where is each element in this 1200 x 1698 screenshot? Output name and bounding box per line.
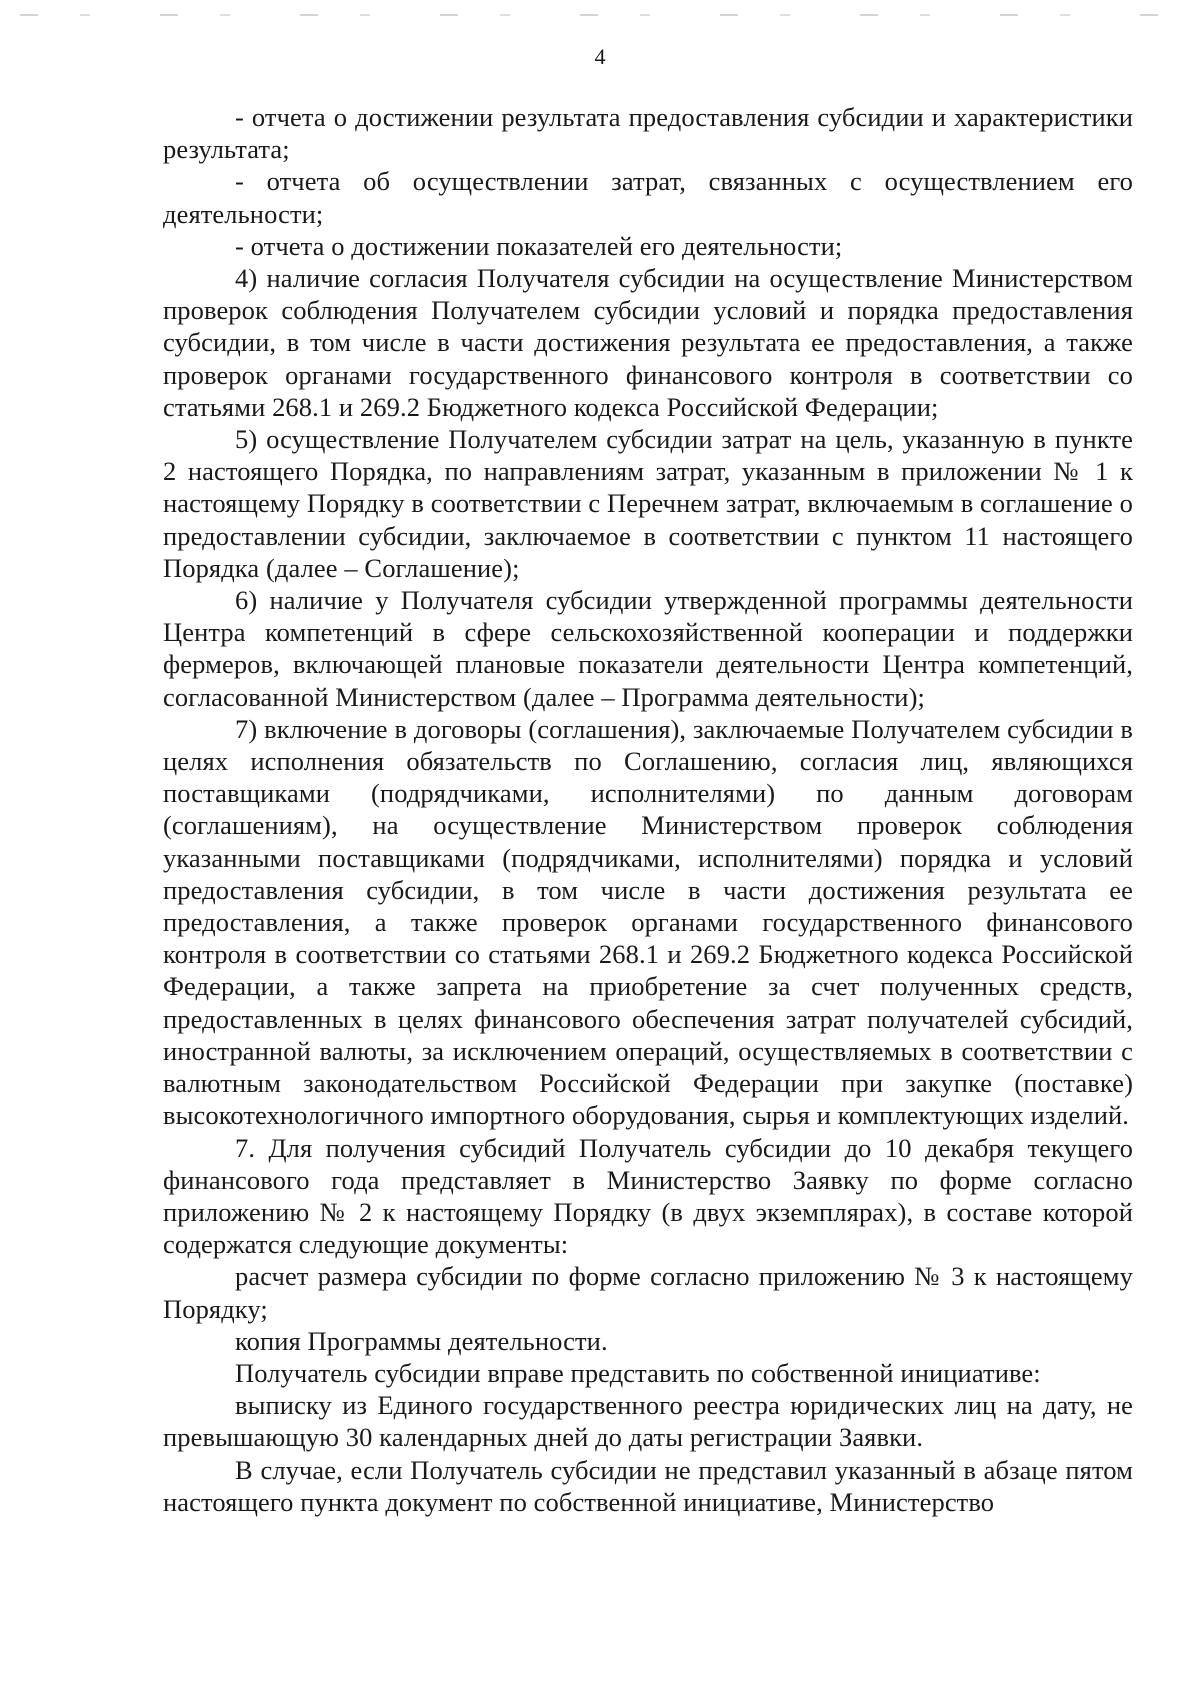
paragraph: копия Программы деятельности. [235, 1325, 608, 1356]
document-body [163, 101, 1133, 1518]
paragraph: 7) включение в договоры (соглашения), заключаемые Получателем субсидии в целях исполнения обязательств по Соглашению, согласия лиц, являющихся поставщиками (подрядчиками, исполнителями) по данным договорам (соглашениям), на осуществление Министерством проверок соблюдения указанными поставщиками (подрядчиками, исполнителями) порядка и условий предоставления субсидии, в том числе в части достижения результата ее предоставления, а также проверок органами государственного финансового контроля в соответствии со статьями 268.1 и 269.2 Бюджетного кодекса Российской Федерации, а также запрета на приобретение за счет полученных средств, предоставленных в целях финансового обеспечения затрат получателей субсидий, иностранной валюты, за исключением операций, осуществляемых в соответствии с валютным законодательством Российской Федерации при закупке (поставке) высокотехнологичного импортного оборудования, сырья и комплектующих изделий. [163, 713, 1133, 1131]
page-number: 4 [594, 44, 606, 69]
paragraph: - отчета о достижении показателей его деятельности; [235, 230, 843, 261]
paragraph: 7. Для получения субсидий Получатель субсидии до 10 декабря текущего финансового года представляет в Министерство Заявку по форме согласно приложению № 2 к настоящему Порядку (в двух экземплярах), в составе которой содержатся следующие документы: [163, 1132, 1133, 1260]
paragraph: 6) наличие у Получателя субсидии утвержденной программы деятельности Центра компетенций в сфере сельскохозяйственной кооперации и поддержки фермеров, включающей плановые показатели деятельности Центра компетенций, согласованной Министерством (далее – Программа деятельности); [163, 585, 1133, 712]
paragraph: расчет размера субсидии по форме согласно приложению № 3 к настоящему Порядку; [163, 1261, 1133, 1324]
paragraph: 5) осуществление Получателем субсидии затрат на цель, указанную в пункте 2 настоящего Порядка, по направлениям затрат, указанным в приложении № 1 к настоящему Порядку в соответствии с Перечнем затрат, включаемым в соглашение о предоставлении субсидии, заключаемое в соответствии с пунктом 11 настоящего Порядка (далее – Соглашение); [163, 424, 1133, 583]
paragraph: Получатель субсидии вправе представить по собственной инициативе: [235, 1357, 1041, 1388]
paragraph: В случае, если Получатель субсидии не представил указанный в абзаце пятом настоящего пункта документ по собственной инициативе, Министерство [163, 1454, 1133, 1517]
paragraph: 4) наличие согласия Получателя субсидии на осуществление Министерством проверок соблюдения Получателем субсидии условий и порядка предоставления субсидии, в том числе в части достижения результата ее предоставления, а также проверок органами государственного финансового контроля в соответствии со статьями 268.1 и 269.2 Бюджетного кодекса Российской Федерации; [163, 263, 1133, 422]
paragraph: - отчета об осуществлении затрат, связанных с осуществлением его деятельности; [163, 166, 1133, 229]
paragraph: выписку из Единого государственного реестра юридических лиц на дату, не превышающую 30 календарных дней до даты регистрации Заявки. [163, 1390, 1133, 1453]
scan-edge-artifact [20, 14, 1180, 16]
paragraph: - отчета о достижении результата предоставления субсидии и характеристики результата; [163, 102, 1133, 165]
